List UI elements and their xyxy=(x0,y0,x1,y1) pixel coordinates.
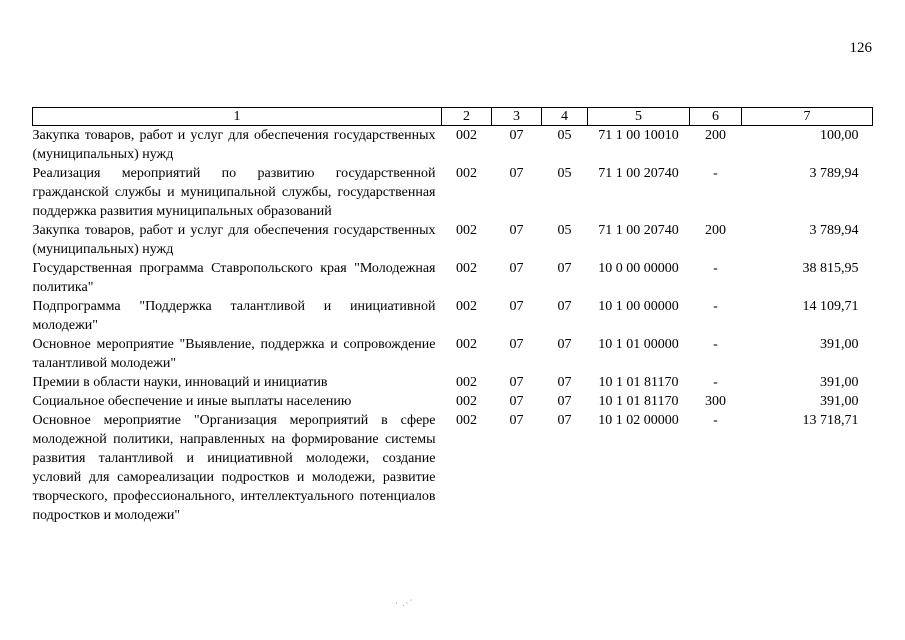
row-amount: 3 789,94 xyxy=(809,166,859,181)
row-amount: 100,00 xyxy=(820,128,859,143)
row-code-2: 002 xyxy=(456,337,477,352)
table-row xyxy=(33,221,873,259)
row-code-6: - xyxy=(713,375,718,390)
scan-artifact: · .·´ xyxy=(395,598,414,608)
row-amount: 14 109,71 xyxy=(802,299,859,314)
row-code-3: 07 xyxy=(509,261,524,276)
row-code-3: 07 xyxy=(509,223,524,238)
header-col-7: 7 xyxy=(742,108,873,126)
row-code-2: 002 xyxy=(456,128,477,143)
row-code-3: 07 xyxy=(509,128,524,143)
table-row xyxy=(33,297,873,335)
row-name: Социальное обеспечение и иные выплаты населению xyxy=(32,394,352,409)
row-amount: 13 718,71 xyxy=(802,413,859,428)
table-row xyxy=(33,392,873,411)
row-code-5: 10 0 00 00000 xyxy=(598,261,679,276)
row-code-4: 07 xyxy=(557,394,572,409)
row-code-6: - xyxy=(713,166,718,181)
row-name: Государственная программа Ставропольского края "Молодежная политика" xyxy=(32,261,436,295)
header-col-6: 6 xyxy=(690,108,742,126)
row-code-2: 002 xyxy=(456,375,477,390)
page-number: 126 xyxy=(849,40,872,56)
row-name: Закупка товаров, работ и услуг для обеспечения государственных (муниципальных) нужд xyxy=(32,223,436,257)
row-code-2: 002 xyxy=(456,223,477,238)
row-code-6: - xyxy=(713,337,718,352)
row-code-4: 05 xyxy=(557,223,572,238)
table-row xyxy=(33,373,873,392)
row-code-3: 07 xyxy=(509,166,524,181)
row-code-4: 07 xyxy=(557,261,572,276)
row-code-3: 07 xyxy=(509,299,524,314)
row-code-2: 002 xyxy=(456,394,477,409)
row-name: Премии в области науки, инноваций и инициатив xyxy=(32,375,328,390)
row-code-3: 07 xyxy=(509,375,524,390)
row-code-3: 07 xyxy=(509,337,524,352)
row-name: Подпрограмма "Поддержка талантливой и инициативной молодежи" xyxy=(32,299,436,333)
row-code-5: 10 1 01 81170 xyxy=(598,375,679,390)
row-code-4: 05 xyxy=(557,166,572,181)
row-code-6: - xyxy=(713,261,718,276)
row-code-4: 07 xyxy=(557,337,572,352)
row-code-3: 07 xyxy=(509,394,524,409)
row-amount: 391,00 xyxy=(820,337,859,352)
row-code-6: 200 xyxy=(705,128,726,143)
row-code-6: 200 xyxy=(705,223,726,238)
header-row xyxy=(33,108,873,126)
row-amount: 38 815,95 xyxy=(802,261,859,276)
table-row xyxy=(33,164,873,221)
row-name: Основное мероприятие "Организация мероприятий в сфере молодежной политики, направленных на формирование системы развития талантливой и инициативной молодежи, создание условий для самореализации подростков и молодежи, развитие творческого, профессионального, интеллектуального потенциалов подростков и молодежи" xyxy=(32,413,436,523)
row-code-5: 71 1 00 10010 xyxy=(598,128,679,143)
table-row xyxy=(33,335,873,373)
table-row xyxy=(33,259,873,297)
table-row xyxy=(33,126,873,165)
row-code-4: 05 xyxy=(557,128,572,143)
header-col-3: 3 xyxy=(492,108,542,126)
row-amount: 3 789,94 xyxy=(809,223,859,238)
row-amount: 391,00 xyxy=(820,375,859,390)
row-code-5: 10 1 00 00000 xyxy=(598,299,679,314)
row-name: Закупка товаров, работ и услуг для обеспечения государственных (муниципальных) нужд xyxy=(32,128,436,162)
row-code-5: 71 1 00 20740 xyxy=(598,223,679,238)
row-code-4: 07 xyxy=(557,375,572,390)
header-col-2: 2 xyxy=(442,108,492,126)
row-code-6: - xyxy=(713,299,718,314)
row-code-4: 07 xyxy=(557,299,572,314)
row-code-2: 002 xyxy=(456,261,477,276)
row-name: Реализация мероприятий по развитию государственной гражданской службы и муниципальной службы, государственная поддержка развития муниципальных образований xyxy=(32,166,436,219)
row-code-2: 002 xyxy=(456,166,477,181)
row-code-5: 10 1 02 00000 xyxy=(598,413,679,428)
row-code-5: 71 1 00 20740 xyxy=(598,166,679,181)
row-code-5: 10 1 01 00000 xyxy=(598,337,679,352)
table-row xyxy=(33,411,873,525)
row-code-4: 07 xyxy=(557,413,572,428)
header-col-4: 4 xyxy=(542,108,588,126)
header-col-5: 5 xyxy=(588,108,690,126)
row-code-2: 002 xyxy=(456,413,477,428)
row-code-2: 002 xyxy=(456,299,477,314)
row-amount: 391,00 xyxy=(820,394,859,409)
header-col-1: 1 xyxy=(33,108,442,126)
row-code-6: - xyxy=(713,413,718,428)
row-name: Основное мероприятие "Выявление, поддержка и сопровождение талантливой молодежи" xyxy=(32,337,436,371)
budget-table xyxy=(32,107,873,525)
row-code-6: 300 xyxy=(705,394,726,409)
row-code-3: 07 xyxy=(509,413,524,428)
row-code-5: 10 1 01 81170 xyxy=(598,394,679,409)
